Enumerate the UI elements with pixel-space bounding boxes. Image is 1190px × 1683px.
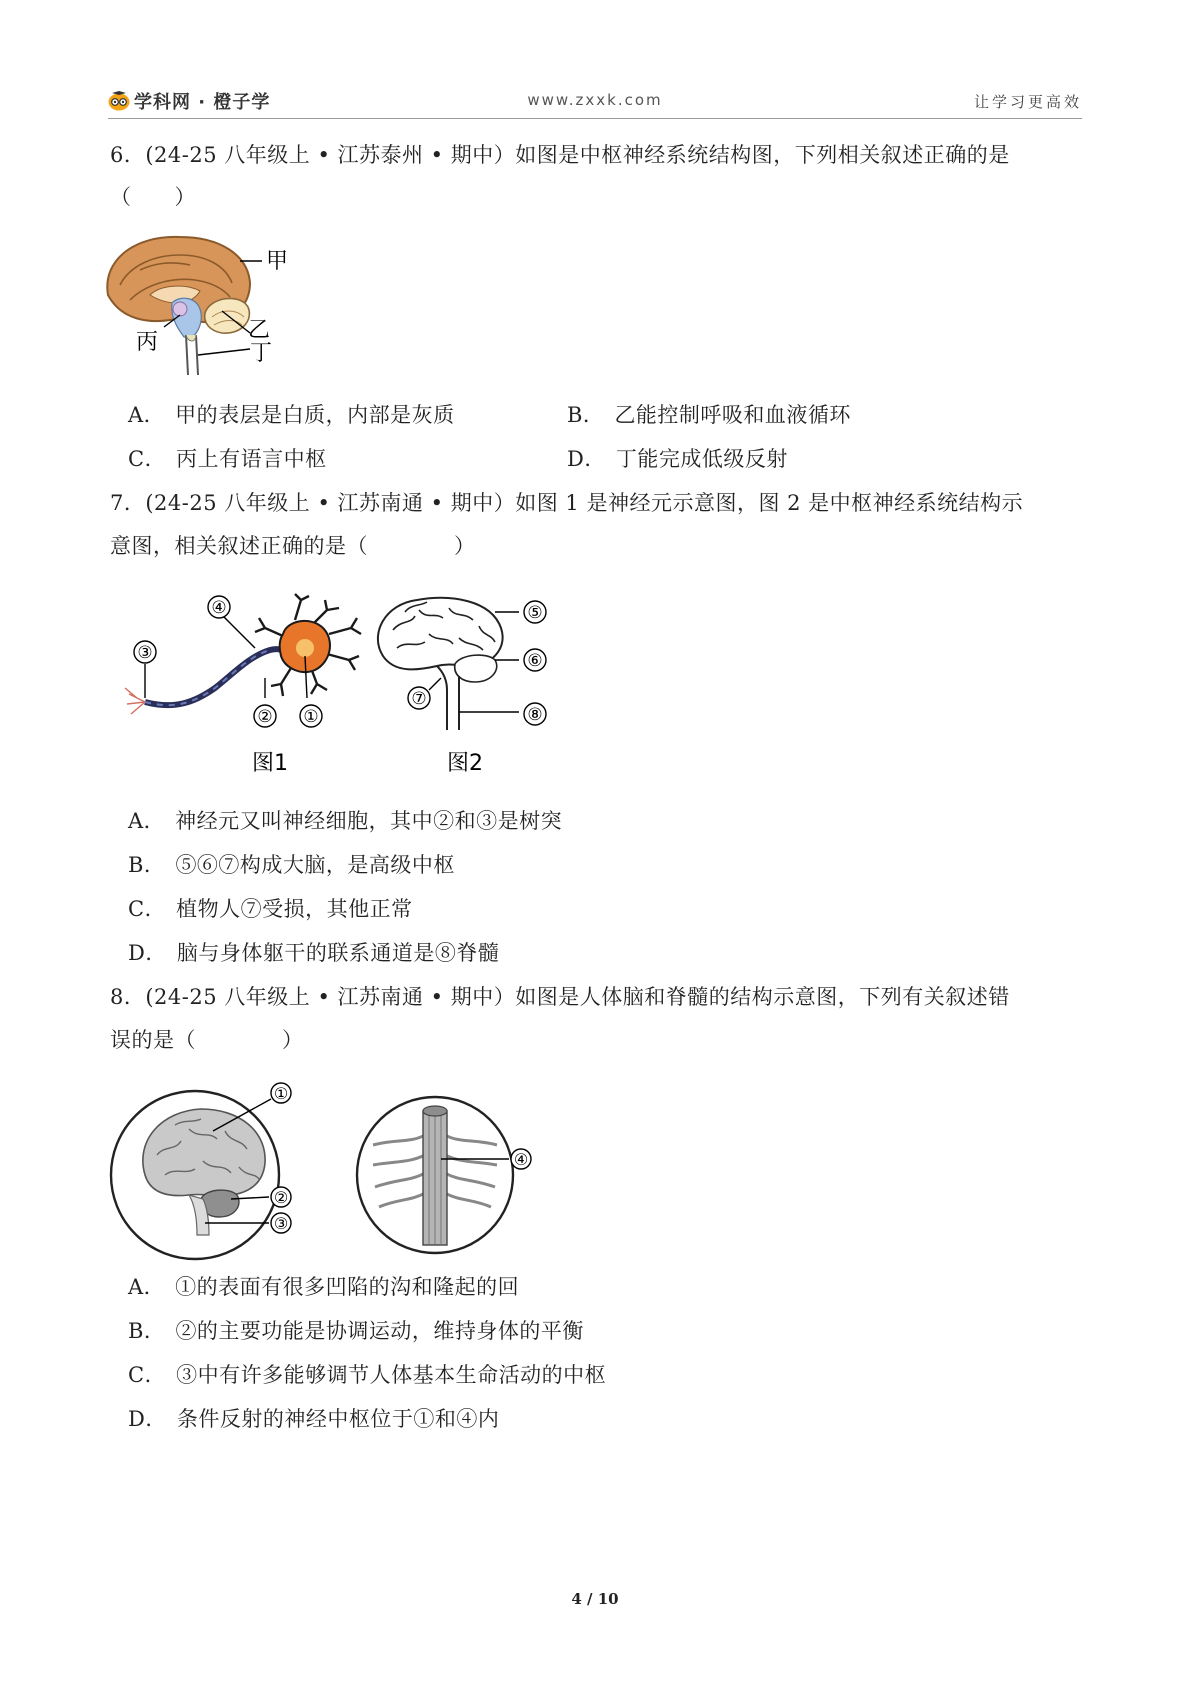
q6-label-bing: 丙 [136, 330, 159, 355]
q8-label-3: ③ [273, 1214, 289, 1233]
q6-label-ding: 丁 [250, 341, 273, 366]
page-header [108, 84, 1082, 119]
q6-option-a[interactable]: A． 甲的表层是白质，内部是灰质 [128, 403, 455, 427]
q8-label-1: ① [273, 1084, 289, 1103]
q7-brain-figure [378, 598, 546, 776]
q6-option-b[interactable]: B． 乙能控制呼吸和血液循环 [567, 403, 851, 427]
q7-figures [115, 590, 575, 790]
q8-stem-line2: 误的是（ ） [110, 1028, 304, 1052]
q8-brain-spine-figure [105, 1075, 550, 1275]
q8-option-d[interactable]: D． 条件反射的神经中枢位于①和④内 [128, 1407, 500, 1431]
q6-cns-figure [100, 225, 300, 385]
slogan: 让学习更高效 [973, 93, 1082, 111]
q8-stem-line1: 8．(24-25 八年级上 • 江苏南通 • 期中）如图是人体脑和脊髓的结构示意图，下列有关叙述错 [110, 985, 1010, 1009]
q7-option-d[interactable]: D． 脑与身体躯干的联系通道是⑧脊髓 [128, 941, 500, 965]
q8-option-a[interactable]: A． ①的表面有很多凹陷的沟和隆起的回 [128, 1275, 520, 1299]
page-number: 4 / 10 [571, 1590, 619, 1608]
q8-option-b[interactable]: B． ②的主要功能是协调运动，维持身体的平衡 [128, 1319, 584, 1343]
q7-stem-line1: 7．(24-25 八年级上 • 江苏南通 • 期中）如图 1 是神经元示意图，图 2 是中枢神经系统结构示 [110, 491, 1024, 515]
q8-option-c[interactable]: C． ③中有许多能够调节人体基本生命活动的中枢 [128, 1363, 607, 1387]
q6-label-jia: 甲 [266, 249, 289, 274]
q7-label-8: ⑧ [527, 705, 543, 725]
site-url: www.zxxk.com [527, 91, 663, 109]
q7-label-5: ⑤ [527, 603, 543, 623]
q7-label-3: ③ [137, 643, 153, 663]
q6-label-yi: 乙 [248, 318, 271, 343]
q8-label-4: ④ [513, 1150, 529, 1169]
q6-stem-line2: （ ） [110, 185, 196, 209]
q6-stem-line1: 6．(24-25 八年级上 • 江苏泰州 • 期中）如图是中枢神经系统结构图，下列相关叙述正确的是 [110, 143, 1010, 167]
q6-option-d[interactable]: D． 丁能完成低级反射 [567, 447, 788, 471]
q7-caption-2: 图2 [447, 751, 483, 776]
q7-option-c[interactable]: C． 植物人⑦受损，其他正常 [128, 897, 413, 921]
q7-caption-1: 图1 [252, 751, 288, 776]
q7-label-4: ④ [211, 598, 227, 618]
q7-stem-line2: 意图，相关叙述正确的是（ ） [110, 534, 476, 558]
q7-option-b[interactable]: B． ⑤⑥⑦构成大脑，是高级中枢 [128, 853, 455, 877]
q7-label-2: ② [257, 707, 273, 727]
q7-option-a[interactable]: A． 神经元又叫神经细胞，其中②和③是树突 [128, 809, 563, 833]
q8-label-2: ② [273, 1188, 289, 1207]
q7-label-6: ⑥ [527, 651, 543, 671]
q7-label-1: ① [303, 707, 319, 727]
q7-neuron-figure [125, 594, 361, 776]
q6-option-c[interactable]: C． 丙上有语言中枢 [128, 447, 327, 471]
q7-label-7: ⑦ [411, 689, 427, 709]
logo-text: 学科网 · 橙子学 [134, 92, 271, 113]
